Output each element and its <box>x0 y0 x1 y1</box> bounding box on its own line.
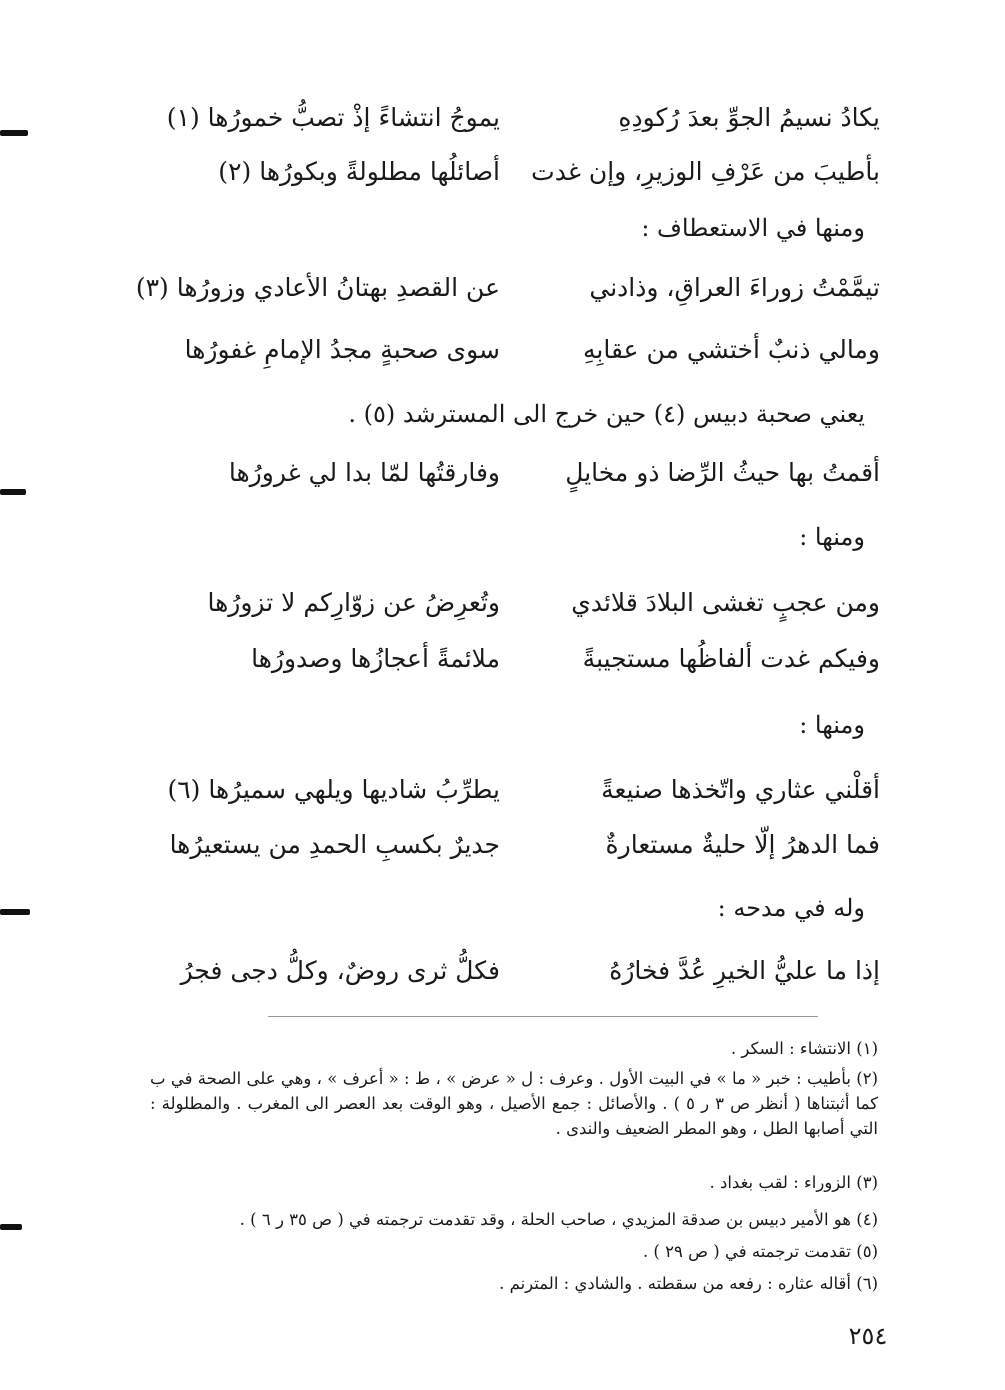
footnote: (٢) بأطيب : خبر « ما » في البيت الأول . وعرف : ل « عرض » ، ط : « أعرف » ، وهي على الصحة في ب كما أثبتناها ( أنظر ص ٣ ر ٥ ) . والأصائل : جمع الأصيل ، وهو الوقت بعد العصر الى المغرب . والمطلولة : التي أصابها الطل ، وهو المطر الضعيف والندى . <box>150 1069 878 1138</box>
verse-first-hemistich: يكادُ نسيمُ الجوِّ بعدَ رُكودِهِ <box>618 103 880 132</box>
verse-line <box>160 767 880 813</box>
verse-line <box>160 450 880 496</box>
margin-mark <box>0 489 26 495</box>
verse-line <box>160 580 880 626</box>
margin-mark <box>0 130 28 136</box>
verse-first-hemistich: ومن عجبٍ تغشى البلادَ قلائدي <box>571 588 880 617</box>
verse-first-hemistich: تيمَّمْتُ زوراءَ العراقِ، وذادني <box>589 273 880 302</box>
verse-second-hemistich: أصائلُها مطلولةً وبكورُها (٢) <box>218 157 500 186</box>
verse-second-hemistich: يموجُ انتشاءً إذْ تصبُّ خمورُها (١) <box>166 103 500 132</box>
verse-line <box>160 636 880 682</box>
verse-line <box>160 95 880 141</box>
verse-line <box>160 149 880 195</box>
verse-second-hemistich: فكلُّ ثرى روضٌ، وكلُّ دجى فجرُ <box>180 956 500 985</box>
verse-second-hemistich: وفارقتُها لمّا بدا لي غرورُها <box>228 458 500 487</box>
verse-second-hemistich: ملائمةً أعجازُها وصدورُها <box>251 644 500 673</box>
section-intro: وله في مدحه : <box>717 894 865 922</box>
footnote: (٣) الزوراء : لقب بغداد . <box>709 1173 878 1192</box>
verse-first-hemistich: فما الدهرُ إلّا حليةٌ مستعارةٌ <box>605 830 880 859</box>
verse-second-hemistich: سوى صحبةٍ مجدُ الإمامِ غفورُها <box>184 335 500 364</box>
verse-second-hemistich: وتُعرِضُ عن زوّارِكم لا تزورُها <box>207 588 500 617</box>
section-intro: ومنها في الاستعطاف : <box>641 214 865 242</box>
verse-first-hemistich: إذا ما عليُّ الخيرِ عُدَّ فخارُهُ <box>609 956 880 985</box>
footnote-divider <box>268 1016 818 1017</box>
page-number: ٢٥٤ <box>848 1322 888 1350</box>
verse-first-hemistich: بأطيبَ من عَرْفِ الوزيرِ، وإن غدت <box>531 157 880 186</box>
verse-line <box>160 948 880 994</box>
footnote: (٦) أقاله عثاره : رفعه من سقطته . والشادي : المترنم . <box>499 1274 878 1293</box>
margin-mark <box>0 909 30 915</box>
verse-line <box>135 265 880 311</box>
verse-line <box>160 822 880 868</box>
verse-first-hemistich: ومالي ذنبٌ أختشي من عقابِهِ <box>582 335 880 364</box>
verse-first-hemistich: أقمتُ بها حيثُ الرِّضا ذو مخايلٍ <box>565 458 880 487</box>
verse-second-hemistich: يطرِّبُ شاديها ويلهي سميرُها (٦) <box>167 775 500 804</box>
verse-second-hemistich: عن القصدِ بهتانُ الأعادي وزورُها (٣) <box>135 273 500 302</box>
section-intro: ومنها : <box>799 523 865 551</box>
footnote: (٤) هو الأمير دبيس بن صدقة المزيدي ، صاحب الحلة ، وقد تقدمت ترجمته في ( ص ٣٥ ر ٦ ) . <box>239 1210 878 1229</box>
verse-first-hemistich: أقلْني عثاري واتّخذها صنيعةً <box>601 775 880 804</box>
section-intro: ومنها : <box>799 711 865 739</box>
section-intro: يعني صحبة دبيس (٤) حين خرج الى المسترشد (٥) . <box>348 400 865 428</box>
footnote: (١) الانتشاء : السكر . <box>730 1039 878 1058</box>
footnote: (٥) تقدمت ترجمته في ( ص ٢٩ ) . <box>642 1242 878 1261</box>
verse-second-hemistich: جديرٌ بكسبِ الحمدِ من يستعيرُها <box>169 830 500 859</box>
margin-mark <box>0 1224 22 1230</box>
verse-line <box>160 327 880 373</box>
verse-first-hemistich: وفيكم غدت ألفاظُها مستجيبةً <box>582 644 880 673</box>
